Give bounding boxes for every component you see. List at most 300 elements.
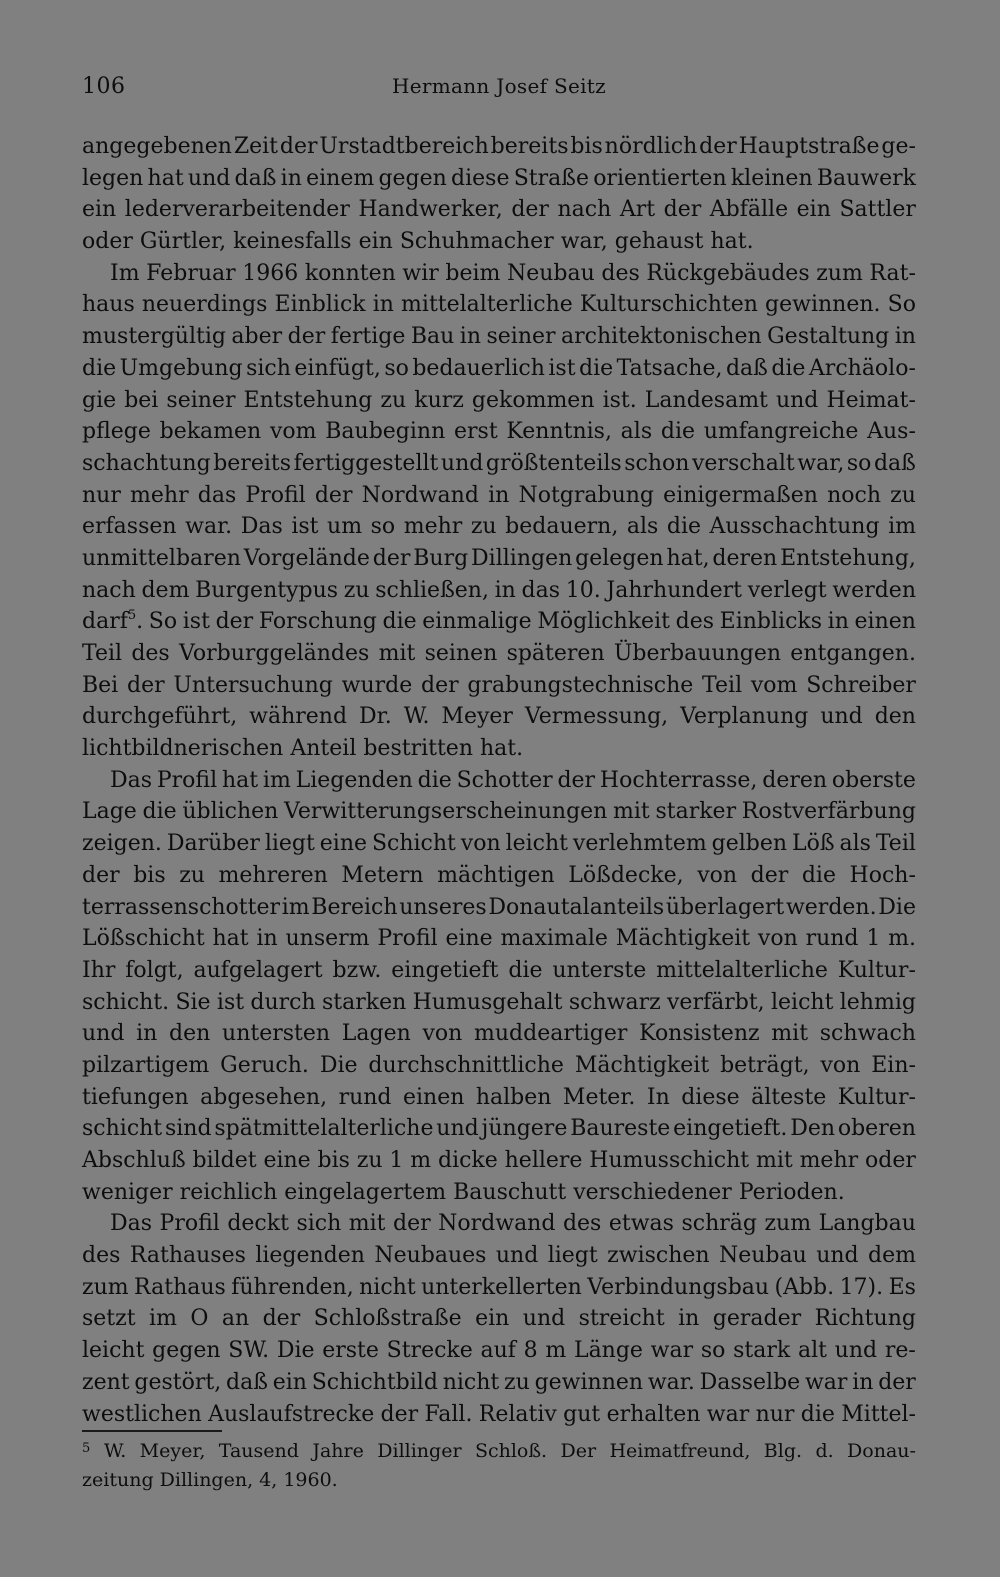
word: unterste xyxy=(552,957,647,983)
word: ist xyxy=(182,609,210,635)
word: die xyxy=(771,355,806,381)
word: daß xyxy=(873,450,916,476)
word: mit xyxy=(348,1211,386,1237)
word: Rat- xyxy=(869,260,916,286)
word: alt xyxy=(797,1338,827,1364)
text-line xyxy=(82,194,916,226)
word: zu xyxy=(504,1369,530,1395)
word: und xyxy=(775,387,819,413)
word: 1966 xyxy=(242,260,299,286)
word: bis xyxy=(133,862,166,888)
word: verfärbt, xyxy=(667,989,765,1015)
word: den xyxy=(169,1021,211,1047)
word: der xyxy=(262,1306,301,1332)
word: einen xyxy=(854,609,916,635)
word: Ausschachtung xyxy=(709,514,880,540)
word: der xyxy=(878,1369,916,1395)
word: Donau- xyxy=(847,1440,916,1462)
word: maximale xyxy=(500,926,608,952)
word: Humusschicht xyxy=(589,1148,750,1173)
word: oder xyxy=(82,229,140,255)
word: m. xyxy=(888,926,916,952)
word: Die xyxy=(276,1338,315,1364)
word: der xyxy=(127,672,165,698)
word: mehr xyxy=(799,1148,859,1173)
word: darf$^5$. xyxy=(82,608,144,635)
word: in xyxy=(827,609,849,635)
text-line xyxy=(82,1208,916,1240)
word: hat xyxy=(221,767,259,793)
word: so xyxy=(700,1338,726,1364)
text-line xyxy=(82,1399,916,1431)
running-head: Hermann Josef Seitz xyxy=(392,74,606,98)
word: nur xyxy=(82,482,121,508)
word: Vorburggeländes xyxy=(179,641,370,666)
word: im xyxy=(149,1306,177,1332)
word: Das xyxy=(110,1211,153,1237)
word: Dasselbe xyxy=(699,1369,801,1395)
text-line xyxy=(82,1145,916,1177)
word: bis xyxy=(570,134,603,159)
word: zum xyxy=(764,1211,812,1237)
word: Handwerker, xyxy=(358,197,503,223)
word: der xyxy=(372,545,411,571)
word: hat. xyxy=(710,229,754,255)
word: fertige xyxy=(330,324,406,350)
word: bestritten xyxy=(363,736,480,762)
word: haus xyxy=(82,292,135,318)
word: Rückgebäudes xyxy=(646,260,810,286)
word: Neubau xyxy=(506,260,595,286)
word: während xyxy=(249,704,348,730)
word: beim xyxy=(445,260,501,286)
word: mit xyxy=(771,1021,809,1047)
word: mehr xyxy=(403,514,463,540)
word: durchgeführt, xyxy=(82,704,238,730)
word: terrassenschotter xyxy=(82,894,281,920)
word: zu xyxy=(890,482,916,508)
word: Relativ xyxy=(478,1401,557,1427)
word: entgangen. xyxy=(790,641,916,666)
word: Rostverfärbung xyxy=(741,799,916,825)
text-line xyxy=(82,321,916,353)
word: eine xyxy=(445,926,493,952)
word: lichtbildnerischen xyxy=(82,736,291,762)
word: 10. xyxy=(565,577,601,603)
word: gie xyxy=(82,387,117,413)
word: sich xyxy=(246,355,291,381)
word: Dillingen xyxy=(471,545,573,571)
word: so xyxy=(384,355,409,381)
word: angegebenen xyxy=(82,134,232,159)
word: Blg. xyxy=(763,1440,803,1462)
word: pflege xyxy=(82,419,151,445)
word: Schreiber xyxy=(806,672,916,698)
word: Es xyxy=(888,1274,916,1300)
word: ist. xyxy=(602,387,637,413)
text-line xyxy=(82,828,916,860)
text-line xyxy=(82,796,916,828)
word: 8 xyxy=(523,1338,538,1364)
word: In xyxy=(646,1084,670,1110)
word: mehreren xyxy=(218,862,328,888)
text-line xyxy=(82,955,916,987)
word: schicht xyxy=(82,1116,163,1142)
word: Das xyxy=(240,514,283,540)
word: schräg xyxy=(681,1211,757,1237)
page-number: 106 xyxy=(82,74,126,99)
word: das xyxy=(197,482,237,508)
word: Zeit xyxy=(233,134,279,159)
word: als xyxy=(620,419,653,445)
text-line xyxy=(82,1367,916,1399)
text-line xyxy=(82,575,916,607)
word: Ihr xyxy=(82,957,116,983)
word: aufgelagert xyxy=(193,957,323,983)
word: zu xyxy=(380,387,407,413)
word: Liegenden xyxy=(295,767,413,793)
word: erhalten xyxy=(606,1401,701,1427)
word: nördlich xyxy=(604,134,698,159)
word: Abschluß xyxy=(82,1148,186,1173)
word: werden xyxy=(832,577,916,603)
word: Überbauungen xyxy=(613,641,782,666)
word: kleinen xyxy=(730,165,813,191)
word: Die xyxy=(878,894,916,920)
word: nicht xyxy=(359,1274,416,1300)
word: schon xyxy=(624,450,690,476)
text-line xyxy=(82,353,916,385)
word: So xyxy=(148,609,178,635)
word: schachtung xyxy=(82,450,211,476)
word: zwischen xyxy=(607,1243,710,1269)
word: Hochterrasse, xyxy=(599,767,758,793)
word: in xyxy=(494,577,516,603)
word: üblichen xyxy=(182,799,279,825)
word: Verbindungsbau xyxy=(587,1274,770,1300)
word: Teil xyxy=(875,831,916,857)
word: Meter. xyxy=(562,1084,636,1110)
word: Burg xyxy=(413,545,469,571)
word: im xyxy=(888,514,916,540)
text-line xyxy=(82,1050,916,1082)
word: abgesehen, xyxy=(200,1084,328,1110)
word: war xyxy=(706,1401,750,1427)
word: reichlich xyxy=(179,1179,285,1205)
word: verschiedener xyxy=(573,1179,739,1205)
footnotes xyxy=(82,1437,916,1495)
word: m xyxy=(545,1338,567,1364)
word: untersten xyxy=(222,1021,331,1047)
word: liegt xyxy=(547,1243,598,1269)
word: und xyxy=(522,1306,566,1332)
text-line xyxy=(82,480,916,512)
word: spätmittelalterliche xyxy=(214,1116,434,1142)
word: Nordwand xyxy=(438,1211,556,1237)
word: Rathaus xyxy=(134,1274,226,1300)
word: war, xyxy=(560,229,615,255)
word: Straße xyxy=(513,165,589,191)
word: muddeartiger xyxy=(474,1021,628,1047)
text-line xyxy=(82,416,916,448)
word: Ein- xyxy=(871,1052,916,1078)
word: vom xyxy=(269,419,317,445)
word: Hauptstraße xyxy=(738,134,880,159)
word: mittelalterliche xyxy=(401,292,573,318)
word: Neubaues xyxy=(374,1243,487,1269)
word: unterkellerten xyxy=(421,1274,582,1300)
word: zu xyxy=(179,862,205,888)
word: Teil xyxy=(82,641,123,666)
word: zeigen. xyxy=(82,831,162,857)
word: älteste xyxy=(751,1084,827,1110)
word: Kultur- xyxy=(837,957,916,983)
footnote-ref: 5 xyxy=(127,608,137,624)
word: konnten xyxy=(304,260,396,286)
word: und xyxy=(436,1116,479,1142)
word: So xyxy=(887,292,916,318)
word: Mächtigkeit xyxy=(615,926,751,952)
word: Profil xyxy=(159,1211,220,1237)
word: eingetieft xyxy=(391,957,499,983)
word: Anteil xyxy=(290,736,364,762)
word: Urstadtbereich xyxy=(319,134,489,159)
word: lehmig xyxy=(839,989,916,1015)
word: verschalt xyxy=(691,450,795,476)
text-line xyxy=(82,258,916,290)
word: einen xyxy=(402,1084,465,1110)
word: Im xyxy=(110,260,140,286)
word: Auslaufstrecke xyxy=(208,1401,375,1427)
word: verlegt xyxy=(747,577,827,603)
word: ge- xyxy=(881,134,916,159)
word: einigermaßen xyxy=(663,482,818,508)
word: von xyxy=(820,1052,861,1078)
word: Mächtigkeit xyxy=(574,1052,710,1078)
word: war, xyxy=(797,450,845,476)
word: der xyxy=(421,672,459,698)
text-line xyxy=(82,1177,916,1209)
word: einmalige xyxy=(422,609,532,635)
word: das xyxy=(521,577,561,603)
word: bekamen xyxy=(159,419,262,445)
word: Verwitterungserscheinungen xyxy=(284,799,608,825)
word: Abfälle xyxy=(709,197,789,223)
word: folgt, xyxy=(125,957,184,983)
word: werden. xyxy=(785,894,877,920)
word: schicht. xyxy=(82,989,170,1015)
word: starker xyxy=(655,799,737,825)
word: war xyxy=(650,1338,694,1364)
word: mächtigen xyxy=(437,862,555,888)
word: sind xyxy=(164,1116,212,1142)
word: Vermessung, xyxy=(524,704,669,730)
word: Nordwand xyxy=(361,482,479,508)
word: Lagen xyxy=(341,1021,411,1047)
word: Lößschicht xyxy=(82,926,205,952)
word: durchschnittliche xyxy=(368,1052,564,1078)
word: Metern xyxy=(341,862,424,888)
word: Jahre xyxy=(312,1440,364,1462)
word: eine xyxy=(319,831,368,857)
word: gekommen xyxy=(471,387,595,413)
text-line xyxy=(82,1113,916,1145)
word: 1960. xyxy=(283,1469,338,1491)
word: W. xyxy=(403,704,430,730)
word: die xyxy=(660,419,695,445)
word: oberste xyxy=(831,767,916,793)
word: kurz xyxy=(414,387,464,413)
word: war. xyxy=(185,514,233,540)
word: als xyxy=(626,514,659,540)
word: bereits xyxy=(213,450,292,476)
text-line xyxy=(82,606,916,638)
word: jüngere xyxy=(481,1116,568,1142)
word: bzw. xyxy=(332,957,382,983)
word: die xyxy=(579,355,614,381)
word: daß xyxy=(226,1369,268,1395)
word: wir xyxy=(402,260,439,286)
word: umfangreiche xyxy=(703,419,859,445)
word: mittelalterliche xyxy=(656,957,828,983)
body-text xyxy=(82,131,916,1430)
word: nach xyxy=(557,197,612,223)
word: lederverarbeitender xyxy=(124,197,350,223)
text-line xyxy=(82,543,916,575)
word: unmittelbaren xyxy=(82,545,241,571)
word: der xyxy=(557,767,596,793)
word: Landesamt xyxy=(644,387,768,413)
word: Kulturschichten xyxy=(579,292,758,318)
word: Perioden. xyxy=(738,1179,845,1205)
word: der xyxy=(663,197,702,223)
text-line xyxy=(82,1272,916,1304)
word: starken xyxy=(321,989,407,1015)
footnote-line xyxy=(82,1466,916,1495)
word: die xyxy=(800,1401,835,1427)
word: Humusgehalt xyxy=(412,989,563,1015)
word: SW. xyxy=(228,1338,270,1364)
footnote-divider xyxy=(82,1430,222,1432)
word: hat xyxy=(147,165,184,191)
word: der xyxy=(750,862,789,888)
word: in xyxy=(488,482,510,508)
word: und xyxy=(816,1243,859,1269)
word: die xyxy=(142,799,177,825)
word: verlehmtem xyxy=(572,831,707,857)
word: nicht xyxy=(442,1369,500,1395)
word: in xyxy=(894,324,916,350)
word: den xyxy=(874,704,916,730)
word: Forschung xyxy=(258,609,377,635)
word: die xyxy=(508,957,543,983)
word: der xyxy=(82,862,120,888)
word: ein xyxy=(796,197,831,223)
word: 1 xyxy=(389,1148,404,1173)
word: bedauern, xyxy=(505,514,619,540)
word: dicke xyxy=(437,1148,498,1173)
word: mit xyxy=(755,1148,793,1173)
word: rund xyxy=(338,1084,392,1110)
word: die xyxy=(82,355,117,381)
text-line xyxy=(82,289,916,321)
word: sich xyxy=(296,1211,342,1237)
word: unseres xyxy=(399,894,487,920)
word: Bereich xyxy=(311,894,398,920)
word: Langbau xyxy=(818,1211,916,1237)
word: Darüber xyxy=(166,831,260,857)
word: beträgt, xyxy=(720,1052,810,1078)
word: Meyer, xyxy=(139,1440,206,1462)
word: leicht xyxy=(82,1338,145,1364)
word: bei xyxy=(124,387,159,413)
text-line xyxy=(82,733,916,765)
word: ein xyxy=(272,1369,307,1395)
word: bis xyxy=(317,1148,350,1173)
word: zu xyxy=(356,1148,383,1173)
word: seinen xyxy=(424,641,498,666)
word: schwarz xyxy=(568,989,661,1015)
word: deckt xyxy=(227,1211,289,1237)
text-line xyxy=(82,511,916,543)
word: Baureste xyxy=(570,1116,671,1142)
word: tiefungen xyxy=(82,1084,189,1110)
word: die xyxy=(801,862,836,888)
word: hat xyxy=(212,926,249,952)
word: der xyxy=(699,134,737,159)
word: in xyxy=(372,292,394,318)
word: Konsistenz xyxy=(639,1021,760,1047)
word: gelben xyxy=(711,831,788,857)
word: ist xyxy=(216,989,245,1015)
word: führenden, xyxy=(231,1274,354,1300)
word: Schuhmacher xyxy=(399,229,561,255)
word: diese xyxy=(681,1084,740,1110)
word: gehaust xyxy=(614,229,711,255)
word: die xyxy=(382,609,417,635)
word: ein xyxy=(358,229,400,255)
word: Möglichkeit xyxy=(537,609,670,635)
word: eingetieft. xyxy=(673,1116,788,1142)
word: schwach xyxy=(819,1021,916,1047)
word: mehr xyxy=(130,482,189,508)
word: legen xyxy=(82,165,144,191)
text-line xyxy=(82,1082,916,1114)
word: gegen xyxy=(152,1338,221,1364)
word: rund xyxy=(805,926,859,952)
word: Gestaltung xyxy=(767,324,890,350)
word: ein xyxy=(82,197,117,223)
word: Einblicks xyxy=(719,609,823,635)
word: leicht xyxy=(505,831,568,857)
word: setzt xyxy=(82,1306,136,1332)
word: Bei xyxy=(82,672,119,698)
word: W. xyxy=(104,1440,127,1462)
word: Gürtler, xyxy=(139,229,234,255)
word: Aus- xyxy=(867,419,916,445)
word: m xyxy=(410,1148,432,1173)
word: noch xyxy=(827,482,881,508)
word: die xyxy=(417,767,452,793)
word: überlagert xyxy=(665,894,785,920)
word: Den xyxy=(790,1116,836,1142)
footnote-line: 5 W. Meyer, Tausend Jahre Dillinger Schloß. Der Heimatfreund, Blg. d. Donau- xyxy=(82,1437,916,1466)
word: als xyxy=(839,831,871,857)
word: und xyxy=(820,704,863,730)
word: re- xyxy=(884,1338,916,1364)
word: Der xyxy=(560,1440,597,1462)
word: Länge xyxy=(573,1338,643,1364)
